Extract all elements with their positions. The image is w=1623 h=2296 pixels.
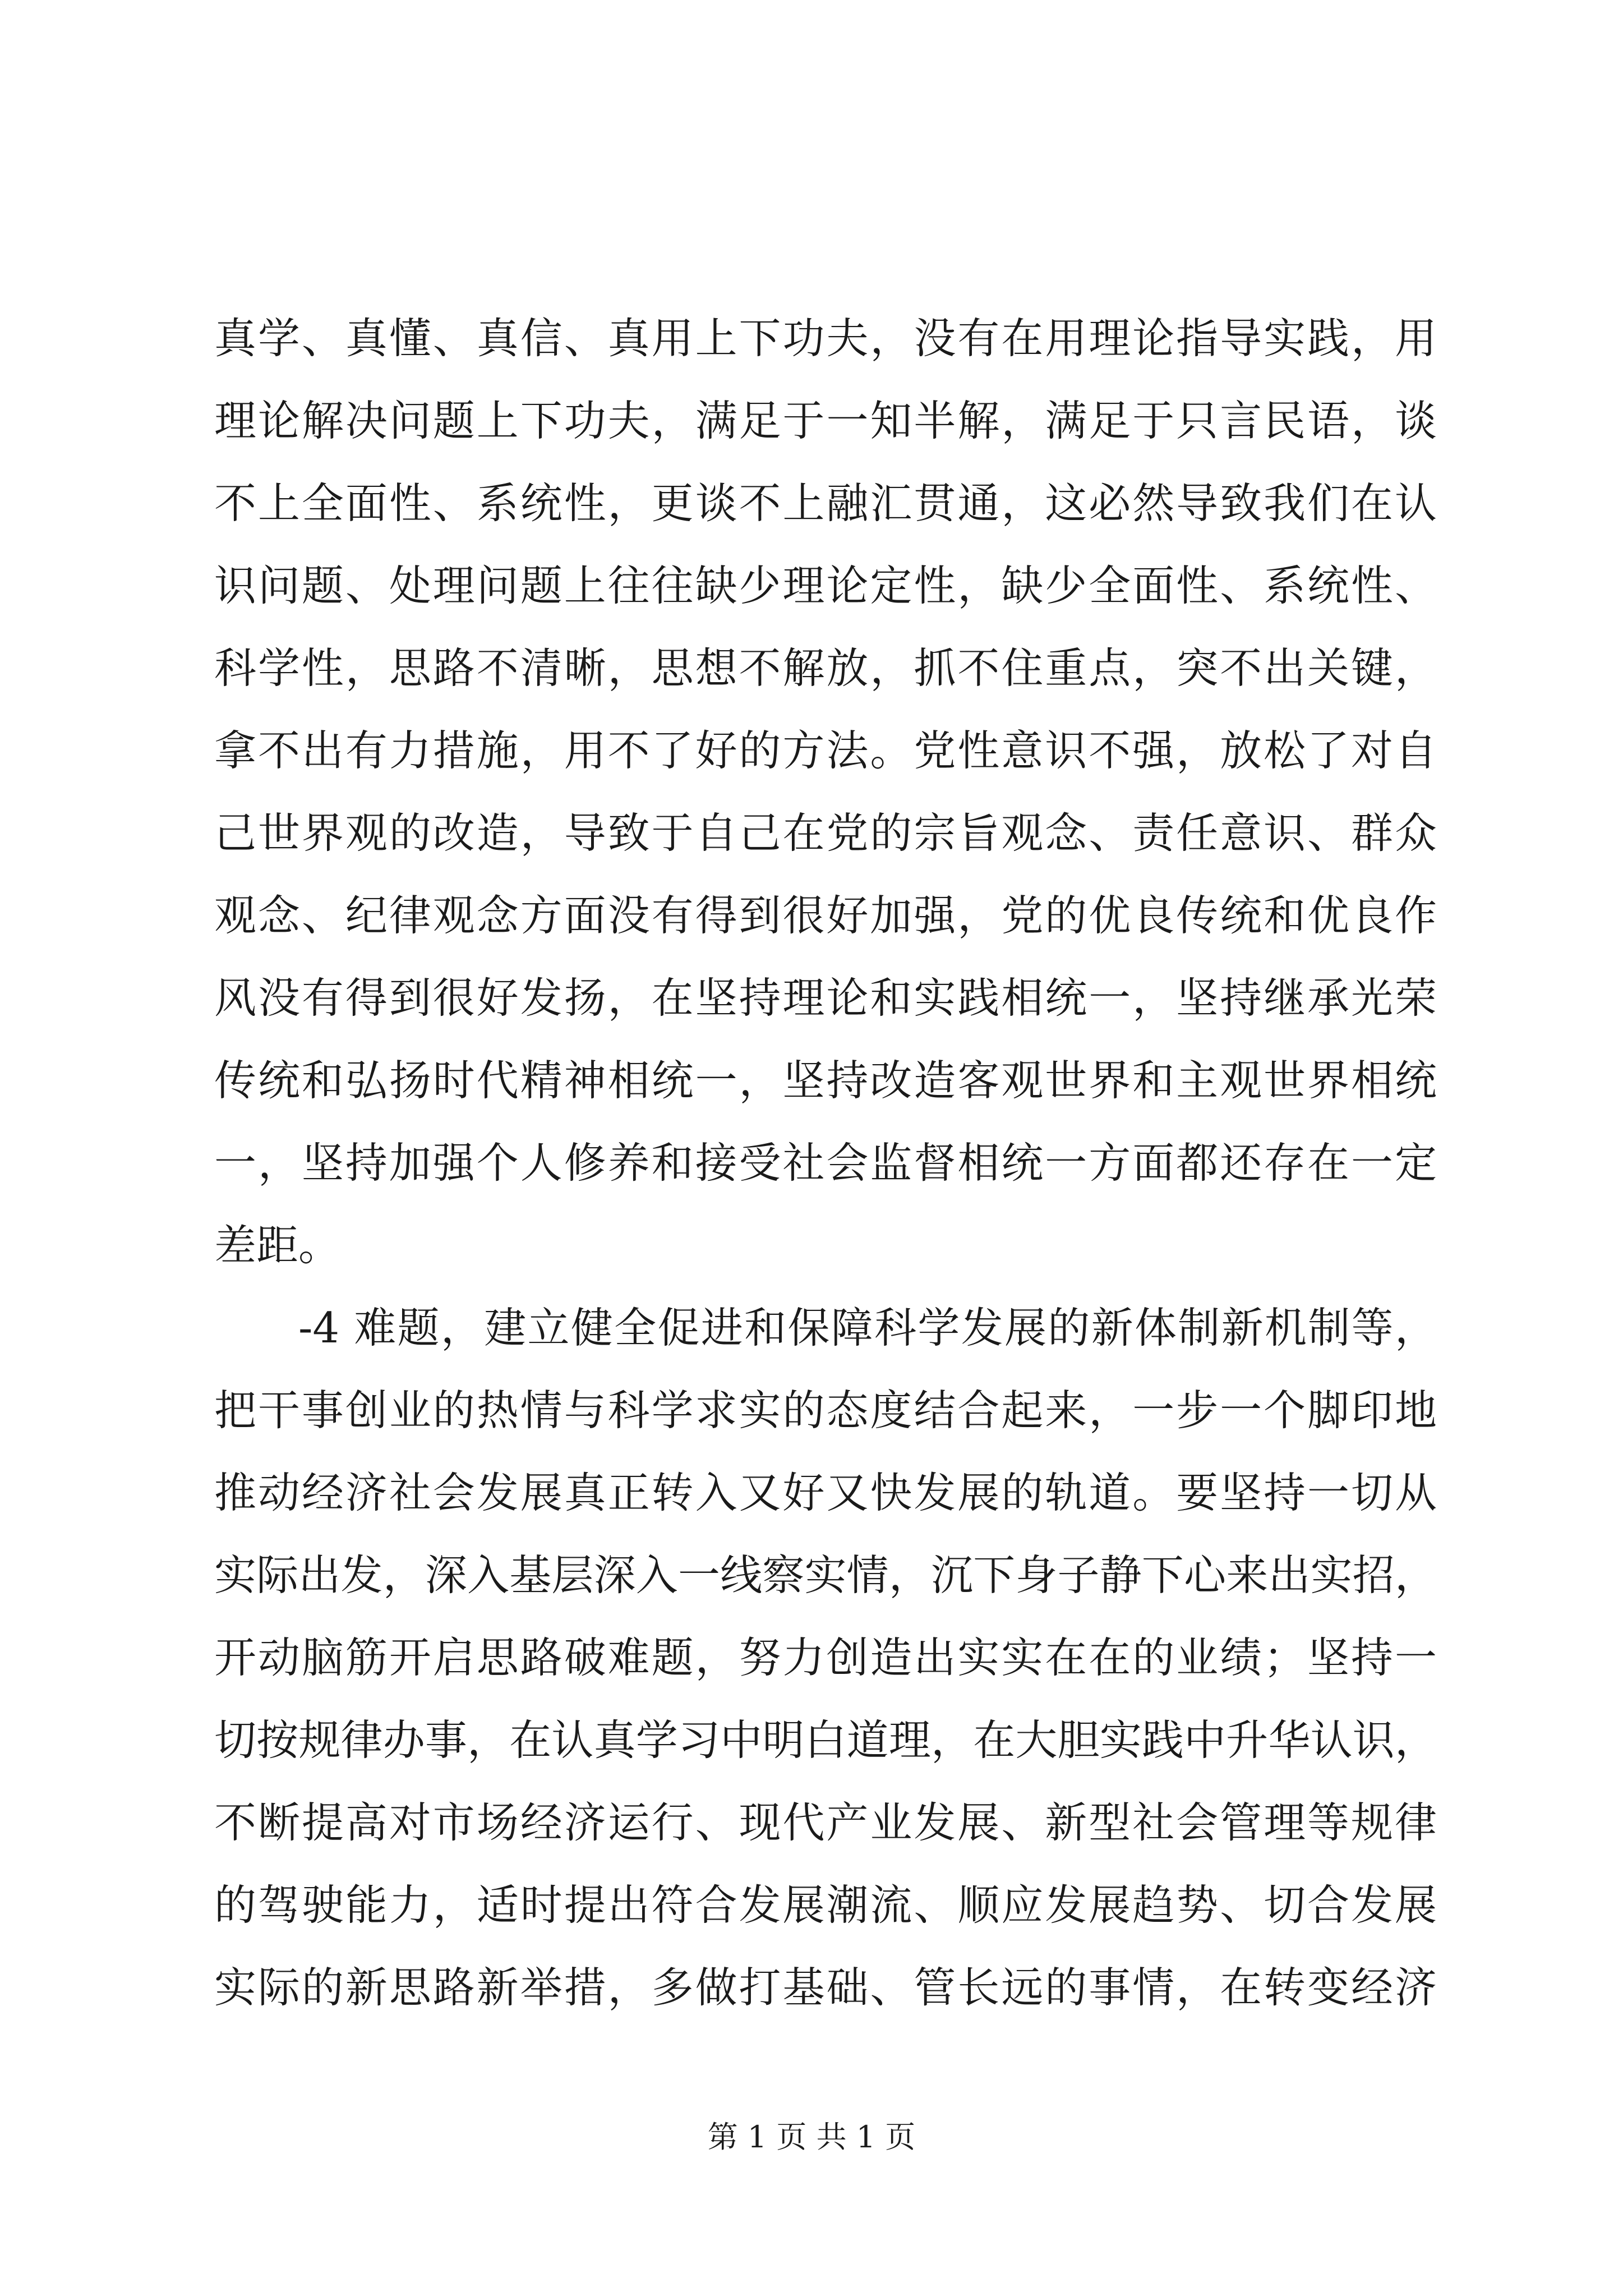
text-line: 传统和弘扬时代精神相统一，坚持改造客观世界和主观世界相统 xyxy=(214,1056,1437,1105)
paragraph-1 xyxy=(214,297,1437,1287)
text-line: 科学性，思路不清晰，思想不解放，抓不住重点，突不出关键， xyxy=(214,643,1437,693)
text-line: 开动脑筋开启思路破难题，努力创造出实实在在的业绩；坚持一 xyxy=(214,1633,1437,1682)
text-line: -4 难题，建立健全促进和保障科学发展的新体制新机制等， xyxy=(298,1303,1437,1352)
text-line: 观念、纪律观念方面没有得到很好加强，党的优良传统和优良作 xyxy=(214,891,1437,940)
text-line: 识问题、处理问题上往往缺少理论定性，缺少全面性、系统性、 xyxy=(214,561,1437,610)
text-line: 己世界观的改造，导致于自己在党的宗旨观念、责任意识、群众 xyxy=(214,808,1437,858)
text-line: 不断提高对市场经济运行、现代产业发展、新型社会管理等规律 xyxy=(214,1798,1437,1847)
text-line: 拿不出有力措施，用不了好的方法。党性意识不强，放松了对自 xyxy=(214,726,1437,775)
page-footer xyxy=(0,2118,1623,2157)
text-line: 风没有得到很好发扬，在坚持理论和实践相统一，坚持继承光荣 xyxy=(214,973,1437,1023)
text-line: 不上全面性、系统性，更谈不上融汇贯通，这必然导致我们在认 xyxy=(214,478,1437,528)
text-line: 差距。 xyxy=(214,1221,341,1270)
text-line: 真学、真懂、真信、真用上下功夫，没有在用理论指导实践，用 xyxy=(214,314,1437,363)
text-line: 的驾驶能力，适时提出符合发展潮流、顺应发展趋势、切合发展 xyxy=(214,1880,1437,1930)
text-line: 把干事创业的热情与科学求实的态度结合起来，一步一个脚印地 xyxy=(214,1386,1437,1435)
text-line: 实际的新思路新举措，多做打基础、管长远的事情，在转变经济 xyxy=(214,1963,1437,2012)
text-line: 切按规律办事，在认真学习中明白道理，在大胆实践中升华认识， xyxy=(214,1715,1437,1765)
text-line: 一，坚持加强个人修养和接受社会监督相统一方面都还存在一定 xyxy=(214,1138,1437,1188)
text-line: 实际出发，深入基层深入一线察实情，沉下身子静下心来出实招， xyxy=(214,1550,1437,1600)
text-line: 推动经济社会发展真正转入又好又快发展的轨道。要坚持一切从 xyxy=(214,1468,1437,1517)
paragraph-2 xyxy=(214,1287,1437,2029)
text-line: 理论解决问题上下功夫，满足于一知半解，满足于只言民语，谈 xyxy=(214,396,1437,445)
page-number-label: 第 1 页 共 1 页 xyxy=(707,2119,916,2155)
document-body xyxy=(214,297,1437,2029)
